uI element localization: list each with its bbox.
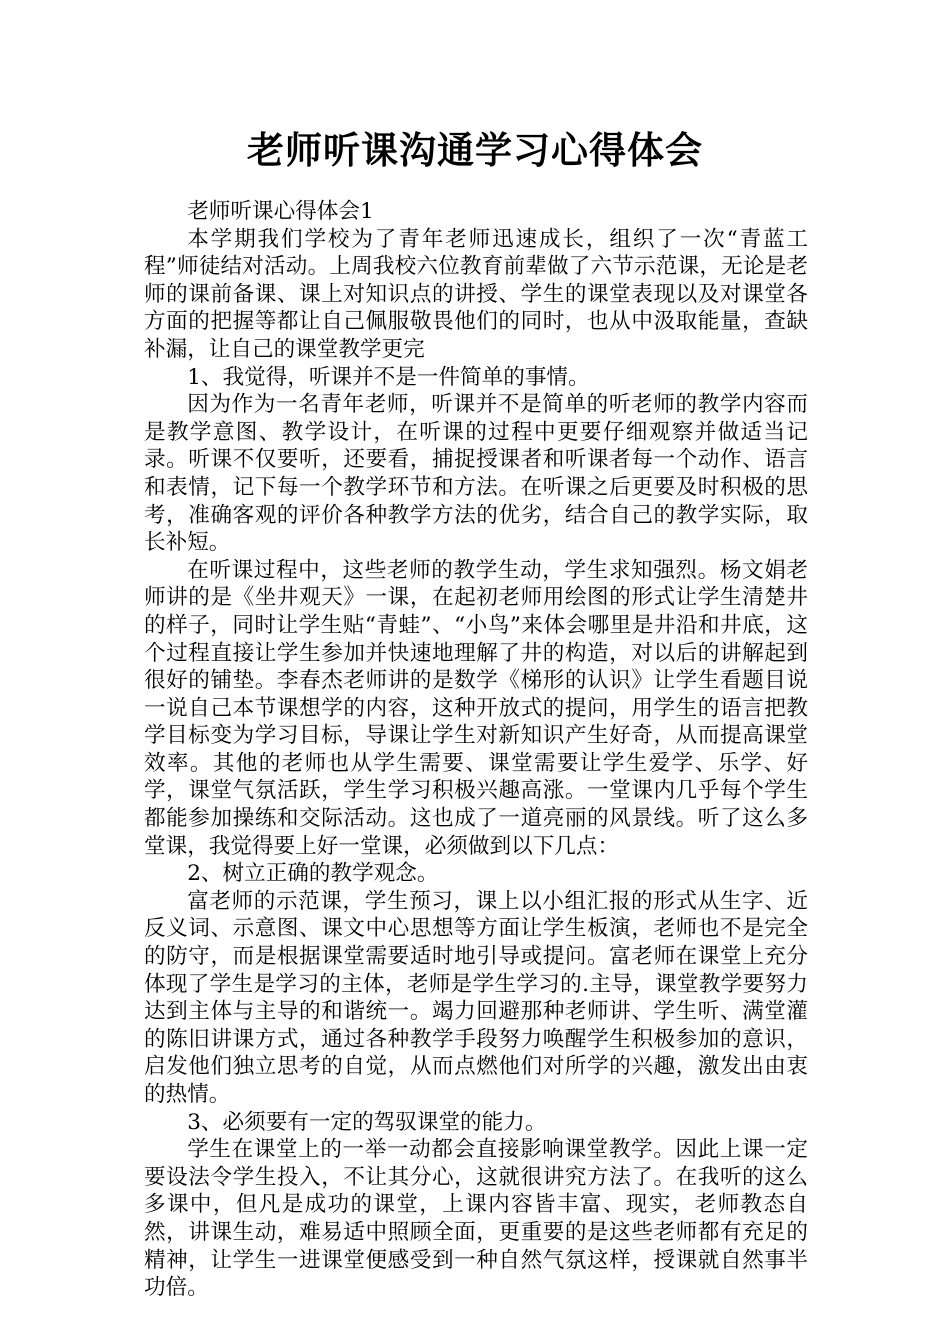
section-heading: 老师听课心得体会1 bbox=[187, 199, 374, 224]
point-heading: 1、我觉得，听课并不是一件简单的事情。 bbox=[187, 364, 590, 390]
paragraph: 在听课过程中，这些老师的教学生动，学生求知强烈。杨文娟老师讲的是《坐井观天》一课，在起初老师用绘图的形式让学生清楚井的样子，同时让学生贴“青蛙”、“小鸟”来体会哪里是井沿和井底，这个过程直接让学生参加并快速地理解了井的构造，对以后的讲解起到很好的铺垫。李春杰老师讲的是数学《梯形的认识》让学生看题目说一说自己本节课想学的内容，这种开放式的提问，用学生的语言把教学目标变为学习目标，导课让学生对新知识产生好奇，从而提高课堂效率。其他的老师也从学生需要、课堂需要让学生爱学、乐学、好学，课堂气氛活跃，学生学习积极兴趣高涨。一堂课内几乎每个学生都能参加操练和交际活动。这也成了一道亮丽的风景线。听了这么多堂课，我觉得要上好一堂课，必须做到以下几点： bbox=[144, 557, 808, 859]
paragraph: 因为作为一名青年老师，听课并不是简单的听老师的教学内容而是教学意图、教学设计，在听课的过程中更要仔细观察并做适当记录。听课不仅要听，还要看，捕捉授课者和听课者每一个动作、语言和表情，记下每一个教学环节和方法。在听课之后更要及时积极的思考，准确客观的评价各种教学方法的优劣，结合自己的教学实际，取长补短。 bbox=[144, 392, 808, 556]
point-heading: 2、树立正确的教学观念。 bbox=[187, 861, 439, 887]
document-body bbox=[144, 198, 808, 1302]
paragraph: 学生在课堂上的一举一动都会直接影响课堂教学。因此上课一定要设法令学生投入，不让其分心，这就很讲究方法了。在我听的这么多课中，但凡是成功的课堂，上课内容皆丰富、现实，老师教态自然，讲课生动，难易适中照顾全面，更重要的是这些老师都有充足的精神，让学生一进课堂便感受到一种自然气氛这样，授课就自然事半功倍。 bbox=[144, 1137, 808, 1301]
paragraph: 本学期我们学校为了青年老师迅速成长，组织了一次“青蓝工程”师徒结对活动。上周我校六位教育前辈做了六节示范课，无论是老师的课前备课、课上对知识点的讲授、学生的课堂表现以及对课堂各方面的把握等都让自己佩服敬畏他们的同时，也从中汲取能量，查缺补漏，让自己的课堂教学更完 bbox=[144, 226, 808, 362]
paragraph: 富老师的示范课，学生预习，课上以小组汇报的形式从生字、近反义词、示意图、课文中心思想等方面让学生板演，老师也不是完全的防守，而是根据课堂需要适时地引导或提问。富老师在课堂上充分体现了学生是学习的主体，老师是学生学习的.主导，课堂教学要努力达到主体与主导的和谐统一。竭力回避那种老师讲、学生听、满堂灌的陈旧讲课方式，通过各种教学手段努力唤醒学生积极参加的意识，启发他们独立思考的自觉，从而点燃他们对所学的兴趣，激发出由衷的热情。 bbox=[144, 888, 808, 1107]
document-title: 老师听课沟通学习心得体会 bbox=[247, 129, 703, 172]
point-heading: 3、必须要有一定的驾驭课堂的能力。 bbox=[187, 1109, 547, 1135]
